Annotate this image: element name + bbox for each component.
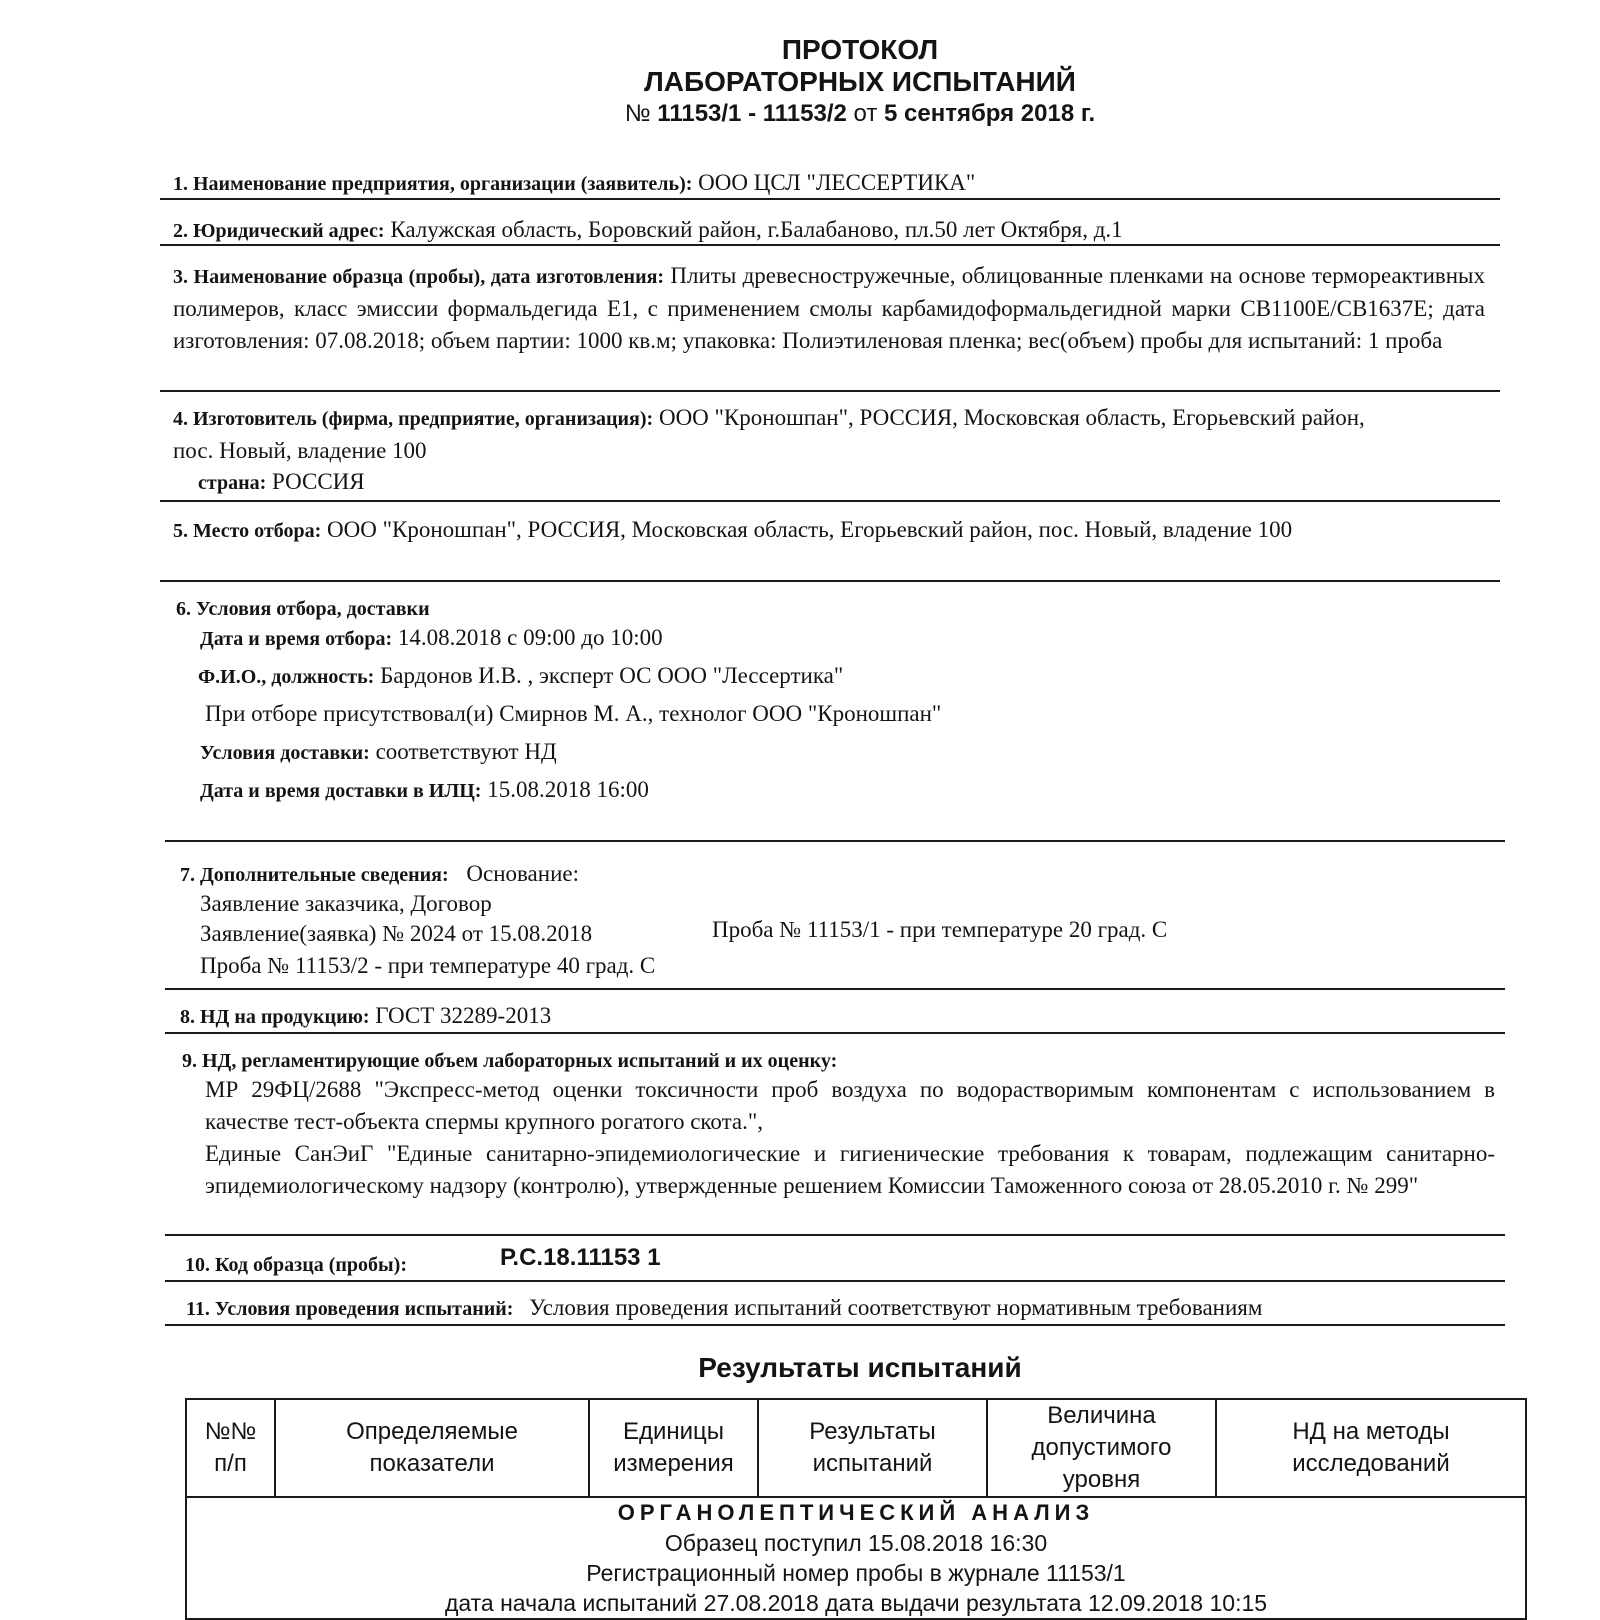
section-title: ОРГАНОЛЕПТИЧЕСКИЙ АНАЛИЗ	[617, 1500, 1095, 1525]
country-value: РОССИЯ	[272, 469, 365, 494]
divider	[160, 198, 1500, 200]
divider	[160, 580, 1500, 582]
manufacturer-value: ООО "Кроношпан", РОССИЯ, Московская область, Егорьевский район, пос. Новый, владение 100	[173, 405, 1365, 463]
field-additional-info	[180, 858, 579, 891]
additional-info-basis: Основание:	[466, 861, 579, 886]
delivery-datetime	[200, 774, 649, 807]
results-section-row	[186, 1497, 1526, 1619]
product-standard-label: 8. НД на продукцию:	[180, 1006, 370, 1028]
divider	[160, 244, 1500, 246]
sampling-place-label: 5. Место отбора:	[173, 520, 322, 542]
field-test-conditions	[186, 1292, 1262, 1325]
legal-address-label: 2. Юридический адрес:	[173, 220, 385, 242]
sampler-person-label: Ф.И.О., должность:	[198, 666, 375, 688]
manufacturer-label: 4. Изготовитель (фирма, предприятие, организация):	[173, 408, 654, 430]
sampling-conditions-label: 6. Условия отбора, доставки	[176, 598, 430, 620]
document-subtitle: ЛАБОРАТОРНЫХ ИСПЫТАНИЙ	[644, 66, 1076, 97]
date-prefix: от	[853, 100, 878, 127]
field-legal-address	[173, 214, 1123, 247]
divider	[165, 1234, 1505, 1236]
field-country	[198, 466, 365, 499]
country-label: страна:	[198, 472, 267, 494]
document-title: ПРОТОКОЛ	[781, 34, 939, 65]
col-indicators: Определяемые показатели	[275, 1399, 589, 1497]
sampler-person-value: Бардонов И.В. , эксперт ОС ООО "Лессертика"	[380, 663, 844, 688]
applicant-label: 1. Наименование предприятия, организации (заявитель):	[173, 173, 693, 195]
field-product-standard	[180, 1000, 551, 1033]
field-sampling-conditions	[176, 592, 430, 625]
col-units: Единицы измерения	[589, 1399, 758, 1497]
regulatory-docs-label: 9. НД, регламентирующие объем лабораторных испытаний и их оценку:	[182, 1050, 838, 1072]
additional-info-label: 7. Дополнительные сведения:	[180, 864, 449, 886]
divider	[160, 390, 1500, 392]
applicant-value: ООО ЦСЛ "ЛЕССЕРТИКА"	[698, 170, 976, 195]
divider	[165, 840, 1505, 842]
field-sample-name	[173, 260, 1485, 357]
divider	[165, 1324, 1505, 1326]
protocol-number-line	[0, 100, 1600, 128]
sample-name-label: 3. Наименование образца (пробы), дата изготовления:	[173, 266, 665, 288]
delivery-conditions-label: Условия доставки:	[200, 742, 370, 764]
results-title: Результаты испытаний	[698, 1352, 1022, 1383]
divider	[165, 1032, 1505, 1034]
delivery-conditions	[200, 736, 557, 769]
sampling-datetime	[200, 622, 663, 655]
field-sampling-place	[173, 514, 1489, 547]
test-conditions-label: 11. Условия проведения испытаний:	[186, 1298, 514, 1320]
results-table	[185, 1398, 1527, 1620]
test-conditions-value: Условия проведения испытаний соответствуют нормативным требованиям	[529, 1295, 1263, 1320]
col-number: №№ п/п	[186, 1399, 275, 1497]
sample-name-value: Плиты древесностружечные, облицованные пленками на основе термореактивных полимеров, класс эмиссии формальдегида Е1, с применением смолы карбамидоформальдегидной марки СВ1100Е/СВ1637Е; дата изготовления: 07.08.2018; объем партии: 1000 кв.м; упаковка: Полиэтиленовая пленка; вес(объем) пробы для испытаний: 1 проба	[173, 263, 1485, 353]
sample-code-label: 10. Код образца (пробы):	[185, 1254, 407, 1276]
additional-info-line2b: Проба № 11153/1 - при температуре 20 град. С	[712, 917, 1168, 942]
divider	[165, 988, 1505, 990]
delivery-datetime-value: 15.08.2018 16:00	[487, 777, 649, 802]
protocol-date: 5 сентября 2018 г.	[884, 100, 1096, 127]
registration-line: Регистрационный номер пробы в журнале 11153/1	[586, 1560, 1126, 1586]
additional-info-line1: Заявление заказчика, Договор	[200, 891, 492, 916]
sample-code-value: Р.С.18.11153 1	[500, 1244, 661, 1271]
results-header-row	[186, 1399, 1526, 1497]
delivery-datetime-label: Дата и время доставки в ИЛЦ:	[200, 780, 482, 802]
field-applicant	[173, 167, 975, 200]
field-sample-code	[185, 1248, 407, 1281]
additional-info-line3: Проба № 11153/2 - при температуре 40 град. С	[200, 953, 656, 978]
sampling-datetime-label: Дата и время отбора:	[200, 628, 393, 650]
organoleptic-section	[186, 1497, 1526, 1619]
regulatory-doc-2: Единые СанЭиГ "Единые санитарно-эпидемиологические и гигиенические требования к товарам, подлежащим санитарно-эпидемиологическому надзору (контролю), утвержденные решением Комиссии Таможенного союза от 28.05.2010 г. № 299"	[205, 1141, 1495, 1198]
additional-info-line2a: Заявление(заявка) № 2024 от 15.08.2018	[200, 921, 593, 946]
col-results: Результаты испытаний	[758, 1399, 987, 1497]
col-methods: НД на методы исследований	[1216, 1399, 1526, 1497]
test-dates-line: дата начала испытаний 27.08.2018 дата выдачи результата 12.09.2018 10:15	[444, 1590, 1268, 1616]
field-regulatory-docs	[182, 1044, 837, 1077]
sampling-present: При отборе присутствовал(и) Смирнов М. А., технолог ООО "Кроношпан"	[205, 701, 942, 726]
protocol-number: 11153/1 - 11153/2	[657, 100, 847, 127]
received-line: Образец поступил 15.08.2018 16:30	[664, 1530, 1048, 1556]
col-permissible-level: Величина допустимого уровня	[987, 1399, 1216, 1497]
sampling-datetime-value: 14.08.2018 с 09:00 до 10:00	[397, 625, 663, 650]
divider	[165, 1280, 1505, 1282]
divider	[160, 500, 1500, 502]
sampling-place-value: ООО "Кроношпан", РОССИЯ, Московская область, Егорьевский район, пос. Новый, владение 100	[327, 517, 1293, 542]
sampler-person	[198, 660, 843, 693]
legal-address-value: Калужская область, Боровский район, г.Балабаново, пл.50 лет Октября, д.1	[390, 217, 1123, 242]
delivery-conditions-value: соответствуют НД	[375, 739, 557, 764]
number-prefix: №	[624, 100, 651, 127]
regulatory-doc-1: МР 29ФЦ/2688 "Экспресс-метод оценки токсичности проб воздуха по водорастворимым компонентам с использованием в качестве тест-объекта спермы крупного рогатого скота.",	[205, 1077, 1495, 1134]
field-manufacturer	[173, 402, 1373, 467]
product-standard-value: ГОСТ 32289-2013	[375, 1003, 552, 1028]
